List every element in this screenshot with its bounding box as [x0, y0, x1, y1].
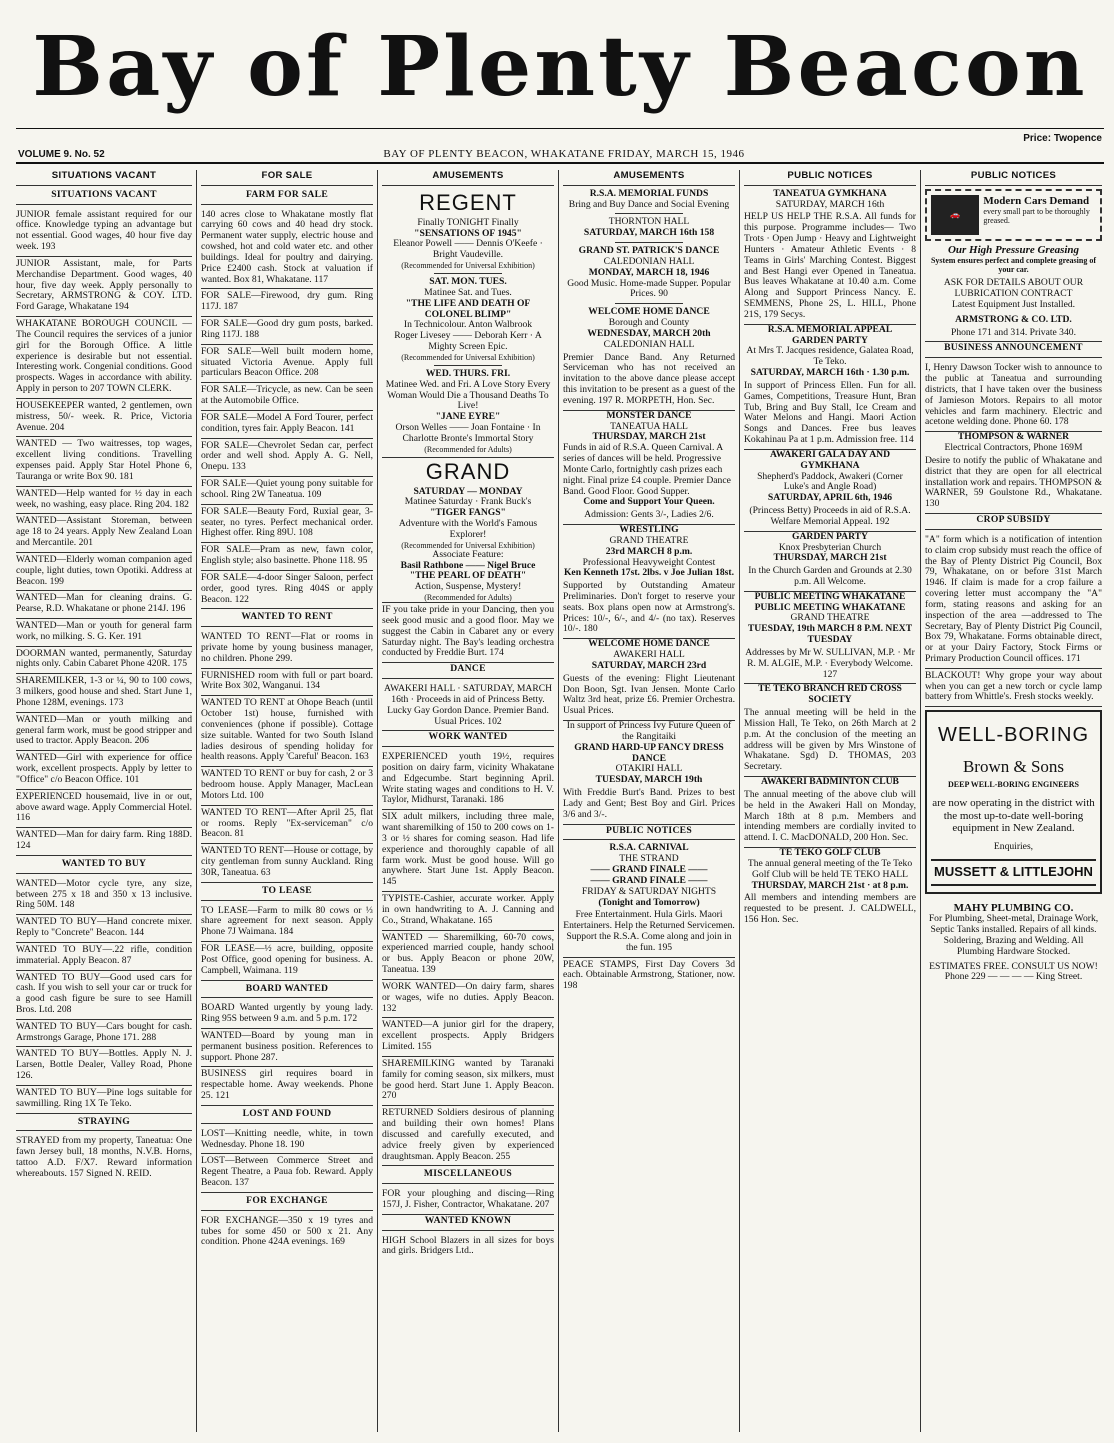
classified-list	[382, 750, 554, 1165]
section-heading: PUBLIC NOTICES	[925, 170, 1102, 186]
notice-title: WELCOME HOME DANCE	[588, 306, 710, 318]
notice-title: MONSTER DANCE	[606, 409, 692, 421]
text: Orson Welles —— Joan Fontaine · In Charlotte Bronte's Immortal Story	[395, 422, 541, 444]
classified-ad: WANTED TO BUY—Cars bought for cash. Armstrongs Garage, Phone 171. 288	[16, 1020, 192, 1048]
text: Associate Feature:	[432, 548, 504, 560]
notice-title: R.S.A. CARNIVAL	[609, 842, 689, 854]
text: System ensures perfect and complete greasing of your car.	[930, 256, 1096, 275]
classified-list	[201, 208, 373, 609]
text: Shepherd's Paddock, Awakeri (Corner Luke's and Angle Road)	[757, 470, 903, 493]
text: OTAKIRI HALL	[615, 763, 683, 775]
classified-ad: WANTED TO RENT—Flat or rooms in private home by young business manager, no children. Phone 299.	[201, 630, 373, 668]
classified-ad: FOR SALE—Well built modern home, situated Victoria Avenue. Apply full particulars Beacon Office. 208	[201, 345, 373, 383]
well-boring-ad	[925, 710, 1102, 894]
classified-ad: TO LEASE—Farm to milk 80 cows or ⅓ share agreement for next season. Apply Phone 7J Waimana. 184	[201, 904, 373, 942]
volume-number: VOLUME 9. No. 52	[18, 148, 105, 160]
notice-body: Premier Dance Band. Any Returned Serviceman who has not received an invitation to the above dance please accept this invitation to be present as a guest of the evening. 197 R. MORPETH, Hon. Sec.	[563, 351, 735, 411]
classified-ad: 140 acres close to Whakatane mostly flat carrying 60 cows and 40 head dry stock. Permanent water supply, electric house and cowshed, hot and cold water etc. and other buildings. Ideal for poultry and dairying. Price £2400 cash. Stock at valuation if wanted. Box 81, Whakatane. 117	[201, 208, 373, 290]
notice-title: AWAKERI BADMINTON CLUB	[761, 776, 899, 788]
classified-ad: WANTED—Girl with experience for office work, excellent prospects. Apply by letter to "Office" c/o Beacon Office. 101	[16, 751, 192, 789]
classified-ad: TYPISTE-Cashier, accurate worker. Apply in own handwriting to A. J. Canning and Co., Strand, Whakatane. 165	[382, 892, 554, 930]
text: (Tonight and Tomorrow)	[598, 896, 700, 908]
text: Ken Kenneth 17st. 2lbs. v Joe Julian 18st.	[563, 567, 735, 579]
section-heading: WANTED TO BUY	[16, 855, 192, 874]
classified-ad: WANTED TO RENT or buy for cash, 2 or 3 bedroom house. Apply Manager, MacLean Motors Ltd. 100	[201, 767, 373, 805]
text: WEDNESDAY, MARCH 20th	[587, 327, 711, 339]
car-icon: 🚗	[931, 195, 979, 235]
text: Brown & Sons	[962, 756, 1065, 776]
classified-ad: WANTED TO RENT—House or cottage, by city gentleman from sunny Auckland. Ring 30R, Taneatua. 63	[201, 845, 373, 878]
film-title: "THE LIFE AND DEATH OF COLONEL BLIMP"	[405, 297, 531, 320]
text: TUESDAY, 19th MARCH 8 P.M. NEXT TUESDAY	[747, 623, 913, 646]
notice-title: ARMSTRONG & CO. LTD.	[955, 313, 1072, 325]
notice-title: THOMPSON & WARNER	[957, 431, 1070, 443]
section-heading: FOR SALE	[201, 170, 373, 186]
classified-list	[201, 630, 373, 882]
subheading: FARM FOR SALE	[201, 189, 373, 205]
notice-body: "A" form which is a notification of intention to claim crop subsidy must reach the office of the Bay of Plenty District Pig Council, Box 79, Whakatane, on or before 31st March 1946. If claim is made for a crop failure a covering letter must accompany the "A" form, stating reasons and asking for an inspection of the area —addressed to The Secretary, Bay of Plenty District Pig Council, Box 79, Whakatane. Forms obtainable direct, or at your Dairy Factory, Stock Firms or Primary Production Council offices. 171	[925, 533, 1102, 669]
section-heading: AMUSEMENTS	[382, 170, 554, 186]
text: every small part to be thoroughly greased.	[983, 207, 1090, 226]
notice-body: With Freddie Burt's Band. Prizes to best Lady and Gent; Best Boy and Girl. Prices 3/6 and 3/-.	[563, 786, 735, 824]
text: THE STRAND	[619, 853, 679, 865]
classified-ad: WANTED—Elderly woman companion aged couple, light duties, town Opotiki. Address at Beacon. 199	[16, 553, 192, 591]
classified-ad: FOR SALE—Pram as new, fawn color, English style; also basinette. Phone 118. 95	[201, 543, 373, 571]
text: At Mrs T. Jacques residence, Galatea Road, Te Teko.	[746, 345, 914, 368]
classified-ad: WORK WANTED—On dairy farm, shares or wages, wife no duties. Apply Beacon. 132	[382, 980, 554, 1018]
dateline: BAY OF PLENTY BEACON, WHAKATANE FRIDAY, MARCH 15, 1946	[383, 147, 745, 160]
classified-ad: EXPERIENCED housemaid, live in or out, above award wage. Apply Commercial Hotel. 116	[16, 790, 192, 828]
notice-body: Guests of the evening: Flight Lieutenant Don Boon, Sgt. Ivan Jensen. Monte Carlo Waltz 3rd heat, prize £6. Premier Orchestra. Usual Prices.	[563, 672, 735, 721]
text: Good Music. Home-made Supper. Popular Prices. 90	[567, 277, 731, 300]
text: In Technicolour. Anton Walbrook	[403, 319, 533, 331]
classified-ad: WANTED—Man for dairy farm. Ring 188D. 124	[16, 829, 192, 852]
notice-title: TE TEKO BRANCH RED CROSS SOCIETY	[758, 683, 902, 706]
masthead	[16, 8, 1104, 128]
text: THURSDAY, MARCH 21st · at 8 p.m.	[751, 879, 909, 891]
section-heading: CROP SUBSIDY	[925, 514, 1102, 530]
text: Finally TONIGHT Finally	[417, 216, 519, 228]
notice-title: PUBLIC MEETING WHAKATANE	[754, 590, 906, 602]
column-public-notices-2	[921, 170, 1102, 1432]
column-situations-vacant	[16, 170, 197, 1432]
notice-body: Addresses by Mr W. SULLIVAN, M.P. · Mr R. M. ALGIE, M.P. · Everybody Welcome. 127	[744, 646, 916, 684]
text: WELL-BORING	[937, 724, 1090, 747]
classified-ad: PEACE STAMPS, First Day Covers 3d each. Obtainable Armstrong, Stationer, now. 198	[563, 958, 735, 992]
text: CALEDONIAN HALL	[603, 338, 695, 350]
classified-ad: WANTED—Man for cleaning drains. G. Pearse, R.D. Whakatane or phone 214J. 196	[16, 591, 192, 619]
grand-theatre-title: GRAND	[382, 457, 554, 487]
section-heading: BUSINESS ANNOUNCEMENT	[925, 342, 1102, 358]
classified-list	[16, 877, 192, 1113]
classified-ad: BLACKOUT! Why grope your way about when you can get a new torch or cycle lamp battery from Whittle's. Fresh stocks weekly.	[925, 669, 1102, 707]
text: (Recommended for Universal Exhibition)	[401, 540, 535, 550]
section-heading: PUBLIC NOTICES	[563, 825, 735, 841]
notice-title: AWAKERI GALA DAY AND GYMKHANA	[769, 448, 891, 471]
classified-ad: WANTED—Man or youth for general farm work, no milking. S. G. Ker. 191	[16, 619, 192, 647]
notice-body: Supported by Outstanding Amateur Preliminaries. Don't forget to reserve your seats. Box plans open now at Armstrong's. Prices: 10/-, 6/-, and 4/- (no tax). Reserves 10/-. 180	[563, 579, 735, 639]
classified-ad: AWAKERI HALL · SATURDAY, MARCH 16th · Proceeds in aid of Princess Betty. Lucky Gay Gordon Dance. Premier Band. Usual Prices. 102	[382, 682, 554, 731]
notice-title: GRAND HARD-UP FANCY DRESS DANCE	[574, 741, 724, 764]
text: Bring and Buy Dance and Social Evening	[568, 198, 730, 210]
film-title: "JANE EYRE"	[435, 411, 501, 423]
text: Electrical Contractors, Phone 169M	[944, 442, 1083, 454]
classified-ad: FOR SALE—Beauty Ford, Ruxial gear, 3-seater, no tyres. Perfect mechanical order. Highest offer. Ring 89U. 108	[201, 505, 373, 543]
text: SATURDAY, MARCH 16th 158	[583, 227, 715, 239]
classified-ad: SHAREMILKER, 1-3 or ¼, 90 to 100 cows, 3 milkers, good house and shed. Start June 1, Phone 128M, evenings. 173	[16, 674, 192, 712]
classified-ad: BUSINESS girl requires board in respectable home. Away weekends. Phone 25. 121	[201, 1068, 373, 1102]
text: Basil Rathbone —— Nigel Bruce	[400, 559, 536, 571]
classified-ad: WANTED—Motor cycle tyre, any size, between 275 x 18 and 350 x 13 inclusive. Ring 50M. 148	[16, 877, 192, 915]
film-title: "TIGER FANGS"	[430, 507, 506, 519]
section-heading: BOARD WANTED	[201, 980, 373, 999]
notice-body: The annual meeting of the above club will be held in the Awakeri Hall on Monday, March 18th at 8 p.m. Members and intending members are cordially invited to attend. I. C. MacDONALD, 200 Hon. Sec.	[744, 788, 916, 848]
text: CALEDONIAN HALL	[603, 255, 695, 267]
section-heading: LOST AND FOUND	[201, 1105, 373, 1124]
text: Matinee Wed. and Fri. A Love Story Every Woman Would Die a Thousand Deaths To Live!	[385, 378, 551, 412]
section-heading: PUBLIC NOTICES	[744, 170, 916, 186]
classified-ad: HOUSEKEEPER wanted, 2 gentlemen, own mistress, 50/- week. R. Price, Victoria Avenue. 204	[16, 399, 192, 437]
section-heading: WANTED TO RENT	[201, 608, 373, 627]
classified-ad: WANTED—A junior girl for the drapery, excellent prospects. Apply Bridgers Limited. 155	[382, 1018, 554, 1056]
notice-title: WELCOME HOME DANCE	[588, 638, 710, 650]
classified-ad: EXPERIENCED youth 19½, requires position on dairy farm, vicinity Whakatane and Edgecumbe. Start beginning April. Write stating wages and conditions to H. V. Taylor, Midhurst, Taranaki. 186	[382, 750, 554, 810]
section-heading: DANCE	[382, 663, 554, 679]
classified-ad: WANTED TO BUY—Good used cars for cash. If you wish to sell your car or truck for a good cash figure be sure to see Hamill Bros. Ltd. 208	[16, 971, 192, 1020]
notice-body: I, Henry Dawson Tocker wish to announce to the public at Taneatua and surrounding districts, that I have taken over the business of Jamieson Motors. Repairs to all motor vehicles and farm machinery. Electric and acetone welding done. Phone 60. 178	[925, 361, 1102, 432]
classified-ad: WANTED—Man or youth milking and general farm work, must be good stripper and used to tractor. Apply Beacon. 206	[16, 713, 192, 751]
text: ASK FOR DETAILS ABOUT OUR LUBRICATION CONTRACT	[943, 277, 1084, 300]
classified-ad: FOR LEASE—½ acre, building, opposite Post Office, good opening for business. A. Campbell, Waimana. 119	[201, 943, 373, 976]
text: SATURDAY, APRIL 6th, 1946	[767, 492, 893, 504]
text: Come and Support Your Queen.	[583, 496, 715, 508]
armstrong-greasing-ad	[925, 189, 1102, 241]
text: MUSSETT & LITTLEJOHN	[931, 859, 1096, 886]
section-heading: SITUATIONS VACANT	[16, 170, 192, 186]
text: —— GRAND FINALE ——	[590, 864, 708, 876]
text: FRIDAY & SATURDAY NIGHTS	[581, 885, 717, 897]
classified-ad: FOR SALE—Firewood, dry gum. Ring 117J. 187	[201, 289, 373, 317]
classified-ad: FOR SALE—Quiet young pony suitable for school. Ring 2W Taneatua. 109	[201, 477, 373, 505]
section-heading: WORK WANTED	[382, 731, 554, 747]
classified-ad: SHAREMILKING wanted by Taranaki family for coming season, six milkers, must be good herd. Start June 1. Apply Beacon. 270	[382, 1057, 554, 1106]
column-for-sale	[197, 170, 378, 1432]
text: DEEP WELL-BORING ENGINEERS	[948, 780, 1079, 790]
notice-title: GRAND ST. PATRICK'S DANCE	[578, 245, 720, 257]
classified-ad: WANTED TO BUY—Hand concrete mixer. Reply to "Concrete" Beacon. 144	[16, 915, 192, 943]
regent-theatre-title: REGENT	[419, 189, 517, 215]
notice-body: Free Entertainment. Hula Girls. Maori Entertainers. Help the Returned Servicemen. Support the R.S.A. Come along and join in the fun. 195	[563, 908, 735, 957]
film-title: "SENSATIONS OF 1945"	[414, 227, 522, 239]
text: SATURDAY — MONDAY	[413, 485, 523, 497]
notice-title: GARDEN PARTY	[792, 530, 868, 542]
section-heading: TO LEASE	[201, 882, 373, 901]
classified-list	[201, 1001, 373, 1105]
classified-ad: LOST—Knitting needle, white, in town Wednesday. Phone 18. 190	[201, 1127, 373, 1155]
classified-ad: FOR SALE—Tricycle, as new. Can be seen at the Automobile Office.	[201, 383, 373, 411]
text: Latest Equipment Just Installed.	[951, 298, 1076, 310]
text: THURSDAY, MARCH 21st	[592, 431, 706, 443]
section-heading: FOR EXCHANGE	[201, 1192, 373, 1211]
classified-ad: HIGH School Blazers in all sizes for boys and girls. Bridgers Ltd..	[382, 1234, 554, 1257]
text: GRAND THEATRE	[609, 534, 689, 546]
section-heading: STRAYING	[16, 1113, 192, 1132]
classified-ad: FOR your ploughing and discing—Ring 157J, J. Fisher, Contractor, Whakatane. 207	[382, 1187, 554, 1215]
notice-title: MAHY PLUMBING CO.	[953, 901, 1074, 914]
text: Eleanor Powell —— Dennis O'Keefe · Bright Vaudeville.	[393, 238, 543, 261]
text: Matinee Sat. and Tues.	[424, 286, 512, 298]
classified-list	[201, 1127, 373, 1192]
text: SATURDAY, MARCH 16th	[775, 198, 885, 210]
classified-ad: WANTED — Sharemilking, 60-70 cows, experienced married couple, handy school or bus. Apply Beacon or phone 20W, Taneatua. 139	[382, 931, 554, 980]
classified-list	[16, 208, 192, 855]
text: Enquiries,	[993, 841, 1034, 853]
section-heading: MISCELLANEOUS	[382, 1165, 554, 1184]
text: Knox Presbyterian Church	[778, 541, 882, 553]
text: Admission: Gents 3/-, Ladies 2/6.	[563, 508, 735, 525]
text: Our High Pressure Greasing	[947, 243, 1080, 256]
classified-ad: FOR SALE—Model A Ford Tourer, perfect condition, tyres fair. Apply Beacon. 141	[201, 411, 373, 439]
column-amusements-2	[559, 170, 740, 1432]
text: Roger Livesey —— Deborah Kerr · A Mighty Screen Epic.	[394, 330, 542, 352]
classified-ad: RETURNED Soldiers desirous of planning and building their own homes! Plans discussed and carefully executed, and advice freely given by experienced draughtsman. Apply Beacon. 255	[382, 1107, 554, 1162]
dateline-bar	[16, 128, 1104, 164]
classified-ad: IF you take pride in your Dancing, then you seek good music and a good floor. May we suggest the Cabin in Cabaret any or every Saturday night. The Bay's leading orchestra conducted by Freddie Burt. 174	[382, 602, 554, 663]
subheading: SITUATIONS VACANT	[16, 189, 192, 205]
classified-list	[201, 904, 373, 980]
notice-title: TANEATUA GYMKHANA	[773, 187, 887, 199]
column-amusements	[378, 170, 559, 1432]
text: MONDAY, MARCH 18, 1946	[588, 266, 710, 278]
text: The annual general meeting of the Te Teko Golf Club will be held TE TEKO HALL	[747, 857, 913, 880]
text: WED. THURS. FRI.	[425, 367, 511, 379]
classified-ad: JUNIOR female assistant required for our office. Knowledge typing an advantage but not essential. Good wages, 40 hour five day week. 193	[16, 208, 192, 257]
text: ESTIMATES FREE. CONSULT US NOW!	[929, 960, 1098, 972]
text: In support of Princess Ivy Future Queen of the Rangitaiki	[566, 720, 732, 742]
classified-ad: FURNISHED room with full or part board. Write Box 302, Wanganui. 134	[201, 669, 373, 697]
classified-ad: FOR SALE—4-door Singer Saloon, perfect order, good tyres. Ring 404S or apply Beacon. 122	[201, 571, 373, 605]
text: TUESDAY, MARCH 19th	[595, 774, 703, 786]
notice-title: PUBLIC MEETING WHAKATANE	[754, 601, 906, 613]
text: AWAKERI HALL	[613, 649, 685, 661]
classified-ad: WANTED — Two waitresses, top wages, excellent living conditions. Travelling expenses paid. Apply Star Hotel Phone 6, Tauranga or write Box 90. 181	[16, 437, 192, 486]
notice-body: The annual meeting will be held in the Mission Hall, Te Teko, on 26th March at 2 p.m. At the conclusion of the meeting an address will be given by Mrs Winstone of Whakatane. Sgd) D. THOMAS, 203 Secretary.	[744, 706, 916, 777]
text: GRAND THEATRE	[790, 612, 870, 624]
notice-title: WRESTLING	[619, 524, 679, 536]
notice-body: (Princess Betty) Proceeds in aid of R.S.A. Welfare Memorial Appeal. 192	[744, 504, 916, 532]
classified-ad: WANTED—Assistant Storeman, between age 18 to 24 years. Apply New Zealand Loan and Mercantile. 201	[16, 514, 192, 552]
classified-ad: STRAYED from my property, Taneatua: One fawn Jersey bull, 18 months, N.V.B. Horns, tattoo A.D. F/X7. Reward information whereabouts. 157 Signed N. REID.	[16, 1135, 192, 1179]
text: THORNTON HALL	[608, 216, 690, 228]
text: TANEATUA HALL	[610, 420, 688, 432]
notice-body: Funds in aid of R.S.A. Queen Carnival. A series of dances will be held. Progressive Monte Carlo, fortnightly cash prizes each night. Final prize £4 couple. Premier Dance Band. Good Floor. Good Supper.	[563, 442, 731, 497]
text: are now operating in the district with the most up-to-date well-boring equipment in New Zealand.	[932, 797, 1095, 834]
classified-ad: FOR SALE—Good dry gum posts, barked. Ring 117J. 188	[201, 317, 373, 345]
text: Phone 171 and 314. Private 340.	[925, 326, 1102, 343]
text: SATURDAY, MARCH 16th · 1.30 p.m.	[750, 367, 910, 379]
notice-body: All members and intending members are requested to be present. J. CALDWELL, 156 Hon. Sec.	[744, 892, 916, 925]
notice-body: In the Church Garden and Grounds at 2.30 p.m. All Welcome.	[744, 564, 916, 592]
text: (Recommended for Adults)	[424, 444, 512, 454]
text: (Recommended for Universal Exhibition)	[401, 261, 535, 270]
classified-ad: WANTED TO BUY—.22 rifle, condition immaterial. Apply Beacon. 87	[16, 943, 192, 971]
notice-body: Desire to notify the public of Whakatane and district that they are open for all electrical installation work and repairs. THOMPSON & WARNER, 59 Goulstone Rd., Whakatane. 130	[925, 454, 1102, 514]
classified-ad: FOR SALE—Chevrolet Sedan car, perfect order and well shod. Apply A. G. Nell, Onepu. 133	[201, 439, 373, 477]
classified-ad: LOST—Between Commerce Street and Regent Theatre, a Paua fob. Reward. Apply Beacon. 137	[201, 1155, 373, 1189]
classified-ad: BOARD Wanted urgently by young lady. Ring 95S between 9 a.m. and 5 p.m. 172	[201, 1001, 373, 1029]
column-public-notices	[740, 170, 921, 1432]
film-title: "THE PEARL OF DEATH"	[409, 570, 527, 582]
text: Phone 229 — — — — King Street.	[944, 971, 1083, 983]
columns	[16, 170, 1104, 1432]
text: Action, Suspense, Mystery!	[414, 581, 522, 593]
text: Adventure with the World's Famous Explorer!	[398, 518, 538, 540]
notice-title: TE TEKO GOLF CLUB	[779, 847, 881, 859]
classified-ad: FOR EXCHANGE—350 x 19 tyres and tubes for some 450 or 500 x 21. Any condition. Phone 424A evenings. 169	[201, 1214, 373, 1248]
price: Price: Twopence	[1023, 133, 1102, 144]
notice-body: For Plumbing, Sheet-metal, Drainage Work, Septic Tanks installed. Repairs of all kinds. Soldering, Brazing and Welding. All Plumbing Hardware Stocked.	[928, 913, 1099, 957]
classified-ad: WANTED TO BUY—Pine logs suitable for sawmilling. Ring 1X Te Teko.	[16, 1086, 192, 1109]
section-heading: AMUSEMENTS	[563, 170, 735, 186]
classified-ad: SIX adult milkers, including three male, want sharemilking of 150 to 200 cows on 1-3 or ½ shares for coming season. Had life experience and thoroughly capable of all farm work. Must be good house. Will go anywhere. Start June 1st. Apply Beacon. 145	[382, 810, 554, 892]
masthead-title: Bay of Plenty Beacon	[32, 19, 1088, 115]
text: THURSDAY, MARCH 21st	[773, 552, 887, 564]
text: SAT. MON. TUES.	[429, 276, 507, 288]
text: 23rd MARCH 8 p.m.	[605, 545, 693, 557]
classified-ad: DOORMAN wanted, permanently, Saturday nights only. Cabin Cabaret Phone 420R. 175	[16, 647, 192, 675]
notice-title: R.S.A. MEMORIAL FUNDS	[589, 187, 709, 199]
classified-ad: WHAKATANE BOROUGH COUNCIL — The Council requires the services of a junior girl for the Borough Office. A little experience is desirable but not essential. Interesting work. Congenial conditions. Good prospects. Wages in accordance with ability. Apply in person to 207 TOWN CLERK.	[16, 317, 192, 399]
text: Borough and County	[608, 317, 690, 329]
text: Modern Cars Demand	[983, 194, 1090, 207]
text: Matinee Saturday · Frank Buck's	[404, 496, 532, 508]
text: SATURDAY, MARCH 23rd	[591, 659, 707, 671]
classified-ad: WANTED TO RENT at Ohope Beach (until October 1st) house, furnished with conveniences (phone if possible). Cottage size suitable. Wanted for two South Island ladies desirous of spending holiday for health reasons. Apply 'Careful' Beacon. 163	[201, 696, 373, 767]
text: Professional Heavyweight Contest	[582, 556, 716, 568]
classified-ad: WANTED TO BUY—Bottles. Apply N. J. Larsen, Bottle Dealer, Valley Road, Phone 126.	[16, 1047, 192, 1085]
notice-title: R.S.A. MEMORIAL APPEAL	[767, 323, 893, 335]
classified-ad: WANTED—Board by young man in permanent business position. References to support. Phone 287.	[201, 1029, 373, 1067]
section-heading: WANTED KNOWN	[382, 1215, 554, 1231]
text: (Recommended for Universal Exhibition)	[401, 352, 535, 362]
text: —— GRAND FINALE ——	[590, 874, 708, 886]
notice-body: HELP US HELP THE R.S.A. All funds for this purpose. Programme includes— Two Trots · Open Jump · Heavy and Lightweight Hunters · Amateur Athletic Events · 8 Teams in Girls' Marching Contest. Biggest and Best Hangi ever Opened in Taneatua. Bus leaves Whakatane at 10.40 a.m. Come Along and Support Princess Nancy. E. SEMMENS, Phone 2S, L. HILL, Phone 21S, 179 Secys.	[744, 210, 916, 324]
text: (Recommended for Adults)	[424, 593, 512, 603]
classified-ad: WANTED—Help wanted for ½ day in each week, no washing, easy place. Ring 204. 182	[16, 487, 192, 515]
classified-ad: WANTED TO RENT—After April 25, flat or rooms. Reply "Ex-serviceman" c/o Beacon. 81	[201, 806, 373, 844]
text: GARDEN PARTY	[792, 334, 868, 346]
notice-body: In support of Princess Ellen. Fun for all. Games, Competitions, Treasure Hunt, Bran Tub, Bring and Buy Stall, Ice Cream and Water Melons and Hangi. Maori Action Songs and Dances. Free bus leaves Kokahinau Pa at 1 p.m. Admission free. 114	[744, 379, 916, 450]
classified-ad: JUNIOR Assistant, male, for Parts Merchandise Department. Good wages, 40 hour, five day week. Apply personally to Secretary, ARMSTRONG & COY. LTD. Ford Garage, Whakatane 194	[16, 257, 192, 317]
